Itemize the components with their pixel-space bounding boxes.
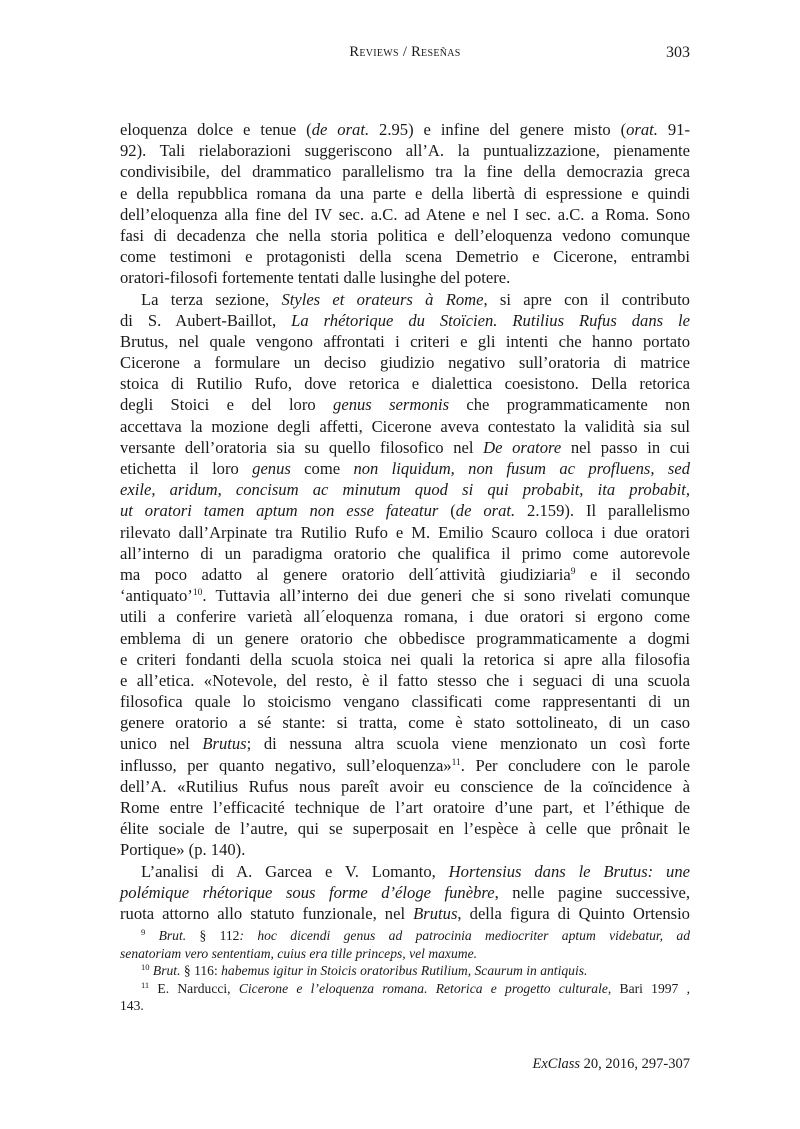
text-run: Portique» (p. 140). — [120, 840, 246, 860]
text-run: eloquenza dolce e tenue ( — [120, 120, 312, 139]
text-run: e il secondo — [575, 564, 690, 584]
text-line — [120, 564, 690, 585]
text-line — [120, 310, 690, 331]
text-line — [120, 776, 690, 797]
footnotes — [120, 927, 690, 1015]
text-run: e all’etica. «Notevole, del resto, è il fatto stesso che i seguaci di una scuola — [120, 670, 690, 690]
italic-text: Brut. — [149, 963, 181, 979]
text-run: degli Stoici e del loro — [120, 395, 334, 415]
text-run: influsso, per quanto negativo, sull’eloquenza» — [120, 755, 452, 775]
body-text — [120, 119, 690, 924]
italic-text: genus sermonis — [333, 395, 450, 415]
text-run: Cicerone a formulare un deciso giudizio negativo sull’oratoria di matrice — [120, 353, 690, 373]
text-line — [120, 246, 690, 267]
text-run: emblema di un genere oratorio che obbedisce programmaticamente a dogmi — [120, 628, 690, 648]
text-run: . Per concludere con le parole — [460, 755, 690, 775]
text-line — [120, 204, 690, 225]
text-line — [120, 670, 690, 691]
text-line — [120, 755, 690, 776]
text-run: . Tuttavia all’interno dei due generi che si sono rivelati comunque — [202, 586, 690, 606]
footnote-line — [120, 927, 690, 945]
page-header — [120, 44, 690, 66]
text-line — [120, 861, 690, 882]
text-run: § 116: — [180, 963, 222, 979]
text-run: che programmaticamente non — [449, 395, 690, 415]
italic-text: Brutus — [202, 734, 247, 754]
footnote-line — [120, 945, 690, 963]
text-run: ‘antiquato’ — [120, 586, 193, 606]
text-run: ma poco adatto al genere oratorio dell´attività giudiziaria — [120, 564, 571, 584]
text-line — [120, 394, 690, 415]
text-line — [120, 818, 690, 839]
text-line — [120, 522, 690, 543]
text-run: E. Narducci, — [149, 980, 239, 996]
text-run: Brutus, nel quale vengono affrontati i criteri e gli intenti che hanno portato — [120, 331, 690, 351]
italic-text: Styles et orateurs à Rome — [281, 289, 484, 309]
text-line — [120, 267, 690, 288]
italic-text: exile, aridum, concisum ac minutum quod si qui probabit, ita probabit, — [120, 480, 690, 500]
text-run: ruota attorno allo statuto funzionale, nel — [120, 903, 414, 923]
text-run: rilevato dall’Arpinate tra Rutilio Rufo e M. Emilio Scauro colloca i due oratori — [120, 522, 690, 542]
text-line — [120, 479, 690, 500]
text-line — [120, 500, 690, 521]
text-line — [120, 882, 690, 903]
text-run: filosofica quale lo stoicismo vengano classificati come rappresentanti di un — [120, 692, 690, 712]
italic-text: senatoriam vero sententiam, cuius era tille princeps, vel maxume. — [120, 945, 478, 961]
text-run: ( — [438, 501, 456, 521]
text-run: La terza sezione, — [141, 289, 282, 309]
footnote-line — [120, 962, 690, 980]
text-line — [120, 331, 690, 352]
text-line — [120, 416, 690, 437]
footnote-line — [120, 997, 690, 1015]
journal-issue: 20, 2016, 297-307 — [580, 1056, 690, 1072]
footnote-ref: 9 — [141, 927, 146, 937]
text-run: L’analisi di A. Garcea e V. Lomanto, — [141, 861, 449, 881]
text-line — [120, 183, 690, 204]
text-line — [120, 119, 690, 140]
text-run: e criteri fondanti della scuola stoica nei quali la retorica si apre alla filosofia — [120, 649, 690, 669]
text-run: unico nel — [120, 734, 203, 754]
italic-text: : hoc dicendi genus ad patrocinia mediocriter aptum videbatur, ad — [239, 928, 690, 943]
text-run: etichetta il loro — [120, 459, 253, 478]
italic-text: de orat. — [455, 501, 516, 521]
footnote-ref: 11 — [141, 979, 150, 990]
text-line — [120, 585, 690, 606]
text-line — [120, 839, 690, 860]
text-run: condivisibile, del drammatico parallelismo tra la fine della democrazia greca — [120, 162, 690, 182]
text-run: utili a conferire varietà all´eloquenza romana, i due oratori si ergono come — [120, 607, 690, 627]
text-line — [120, 649, 690, 670]
italic-text: ut oratori tamen aptum non esse fateatur — [120, 501, 439, 521]
footnote-ref: 10 — [192, 588, 203, 599]
italic-text: La rhétorique du Stoïcien. Rutilius Rufus dans le — [291, 310, 690, 330]
text-line — [120, 140, 690, 161]
text-run: e della repubblica romana da una parte e della libertà di espressione e quindi — [120, 183, 690, 203]
italic-text: habemus igitur in Stoicis oratoribus Rutilium, Scaurum in antiquis. — [221, 963, 588, 979]
italic-text: orat. — [626, 120, 658, 139]
journal-name: ExClass — [532, 1056, 581, 1072]
italic-text: de orat. — [311, 120, 370, 139]
italic-text: Brut. — [145, 928, 187, 943]
text-line — [120, 628, 690, 649]
text-run: stoica di Rutilio Rufo, dove retorica e dialettica coesistono. Della retorica — [120, 374, 690, 394]
footnote-ref: 10 — [141, 962, 150, 973]
footnote-line — [120, 980, 690, 998]
text-run: all’interno di un paradigma oratorio che qualifica il primo come autorevole — [120, 543, 690, 563]
text-run: come — [290, 459, 354, 478]
italic-text: Cicerone e l’eloquenza romana. Retorica e progetto culturale — [238, 980, 608, 996]
text-run: élite sociale de l’autre, qui se superposait en l’espèce à celle que prônait le — [120, 819, 690, 839]
text-line — [120, 691, 690, 712]
text-run: 92). Tali rielaborazioni suggeriscono all’A. la puntualizzazione, pienamente — [120, 141, 690, 161]
text-run: , della figura di Quinto Ortensio — [457, 903, 690, 923]
footnote-ref: 9 — [570, 566, 576, 577]
running-title: Reviews / Reseñas — [349, 44, 461, 60]
footnote-ref: 11 — [451, 757, 461, 768]
text-run: , si apre con il contributo — [483, 289, 690, 309]
text-run: 2.159). Il parallelismo — [515, 501, 690, 521]
text-line — [120, 903, 690, 924]
text-line — [120, 543, 690, 564]
text-line — [120, 225, 690, 246]
text-run: accettava la mozione degli affetti, Cicerone aveva contestato la validità sia sul — [120, 416, 690, 436]
text-run: 143. — [120, 998, 144, 1014]
text-line — [120, 373, 690, 394]
italic-text: non liquidum, non fusum ac profluens, sed — [353, 459, 690, 478]
italic-text: genus — [252, 459, 291, 478]
text-line — [120, 733, 690, 754]
text-run: § 112 — [186, 928, 240, 943]
text-line — [120, 352, 690, 373]
text-run: versante dell’oratoria sia su quello filosofico nel — [120, 437, 484, 457]
journal-citation — [120, 1056, 690, 1073]
text-line — [120, 606, 690, 627]
text-run: 2.95) e infine del genere misto ( — [369, 120, 627, 139]
text-run: di S. Aubert-Baillot, — [120, 310, 292, 330]
text-line — [120, 797, 690, 818]
text-line — [120, 437, 690, 458]
text-run: dell’A. «Rutilius Rufus nous pareît avoir eu conscience de la coïncidence à — [120, 776, 690, 796]
text-run: , Bari 1997 , — [607, 980, 690, 996]
text-line — [120, 458, 690, 479]
text-line — [120, 712, 690, 733]
text-run: oratori-filosofi fortemente tentati dalle lusinghe del potere. — [120, 268, 511, 288]
text-run: , nelle pagine successive, — [494, 882, 691, 902]
italic-text: Brutus — [413, 903, 458, 923]
text-run: nel passo in cui — [561, 437, 691, 457]
text-run: fasi di decadenza che nella storia politica e dell’eloquenza vedono comunque — [120, 225, 690, 245]
text-run: ; di nessuna altra scuola viene menzionato un così forte — [246, 734, 690, 754]
italic-text: polémique rhétorique sous forme d’éloge funèbre — [120, 882, 495, 902]
italic-text: Hortensius dans le Brutus: une — [448, 861, 690, 881]
text-line — [120, 161, 690, 182]
page-number: 303 — [666, 44, 690, 61]
italic-text: De oratore — [483, 437, 562, 457]
text-run: Rome entre l’efficacité technique de l’art oratoire d’une part, et l’éthique de — [120, 798, 690, 817]
text-run: dell’eloquenza alla fine del IV sec. a.C. ad Atene e nel I sec. a.C. a Roma. Sono — [120, 204, 690, 224]
text-run: come testimoni e protagonisti della scena Demetrio e Cicerone, entrambi — [120, 247, 690, 267]
text-run: 91- — [657, 120, 690, 139]
text-line — [120, 289, 690, 310]
text-run: genere oratorio a sé stante: si tratta, come è stato sottolineato, di un caso — [120, 713, 690, 733]
